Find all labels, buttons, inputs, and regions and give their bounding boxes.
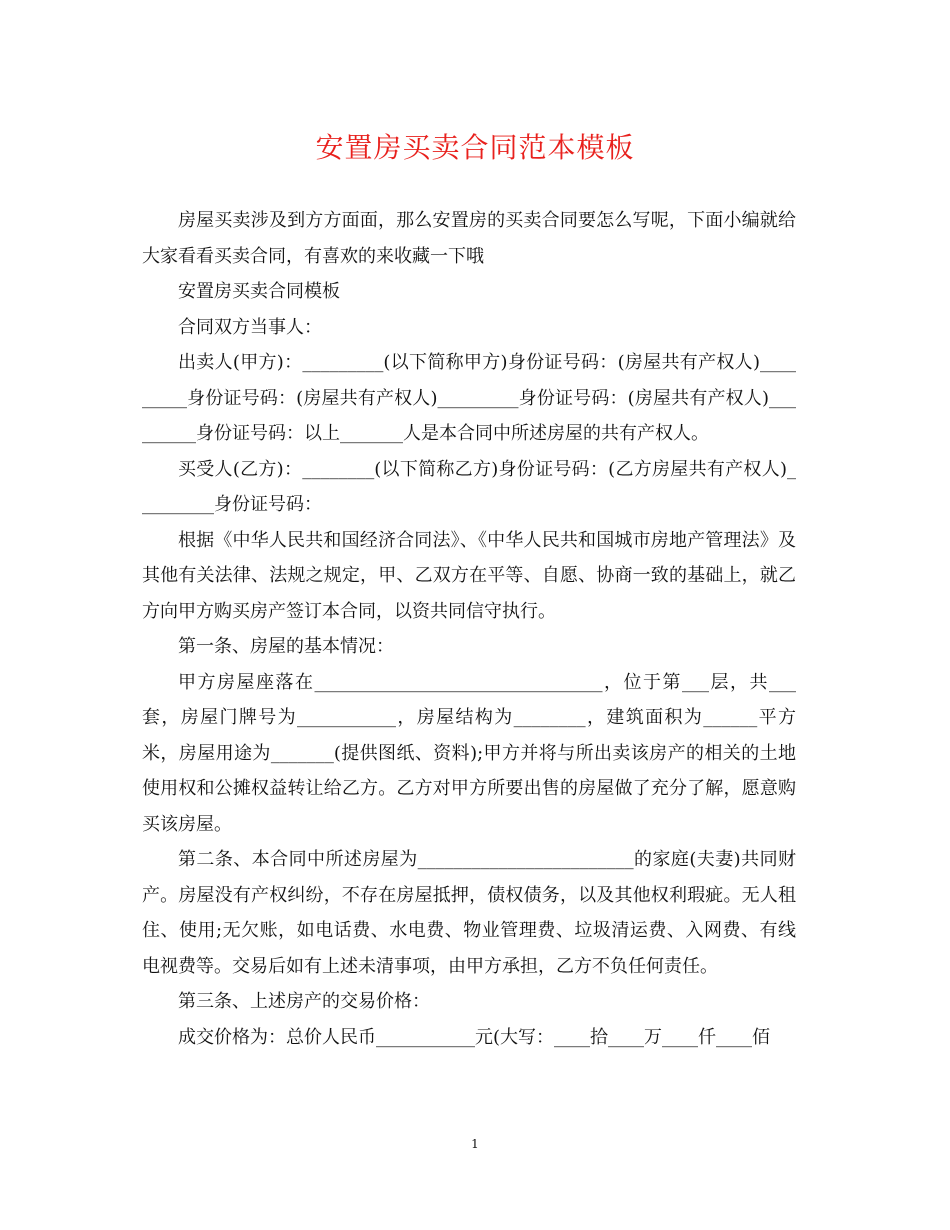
paragraph-article-3-heading: 第三条、上述房产的交易价格： [178,991,430,1012]
paragraph-legal-basis: 根据《中华人民共和国经济合同法》、《中华人民共和国城市房地产管理法》及其他有关法律、法规之规定，甲、乙双方在平等、自愿、协商一致的基础上，就乙方向甲方购买房产签订本合同，以资共同信守执行。 [142,529,796,622]
paragraph-article-1-body: 甲方房屋座落在________________________________，位于第___层，共___套，房屋门牌号为___________，房屋结构为________，建筑面积为______平方米，房屋用途为_______(提供图纸、资料);甲方并将与所出卖该房产的相关的土地使用权和公摊权益转让给乙方。乙方对甲方所要出售的房屋做了充分了解，愿意购买该房屋。 [142,671,796,835]
document-body [142,203,796,1055]
paragraph-article-2: 第二条、本合同中所述房屋为________________________的家庭(夫妻)共同财产。房屋没有产权纠纷，不存在房屋抵押，债权债务，以及其他权利瑕疵。无人租住、使用;无欠账，如电话费、水电费、物业管理费、垃圾清运费、入网费、有线电视费等。交易后如有上述未清事项，由甲方承担，乙方不负任何责任。 [142,849,796,977]
document-title: 安置房买卖合同范本模板 [315,131,635,164]
paragraph-seller: 出卖人(甲方)：_________(以下简称甲方)身份证号码：(房屋共有产权人)_________身份证号码：(房屋共有产权人)_________身份证号码：(房屋共有产权人)_________身份证号码：以上_______人是本合同中所述房屋的共有产权人。 [142,352,796,444]
page-number: 1 [471,1137,479,1151]
paragraph-buyer: 买受人(乙方)：________(以下简称乙方)身份证号码：(乙方房屋共有产权人)_________身份证号码： [142,458,796,515]
paragraph-price: 成交价格为：总价人民币___________元(大写：____拾____万____仟____佰 [178,1026,771,1048]
paragraph-article-1-heading: 第一条、房屋的基本情况： [178,636,394,657]
paragraph-heading-template: 安置房买卖合同模板 [178,281,340,302]
paragraph-parties: 合同双方当事人： [178,316,322,338]
paragraph-intro: 房屋买卖涉及到方方面面，那么安置房的买卖合同要怎么写呢，下面小编就给大家看看买卖合同，有喜欢的来收藏一下哦 [142,210,796,267]
